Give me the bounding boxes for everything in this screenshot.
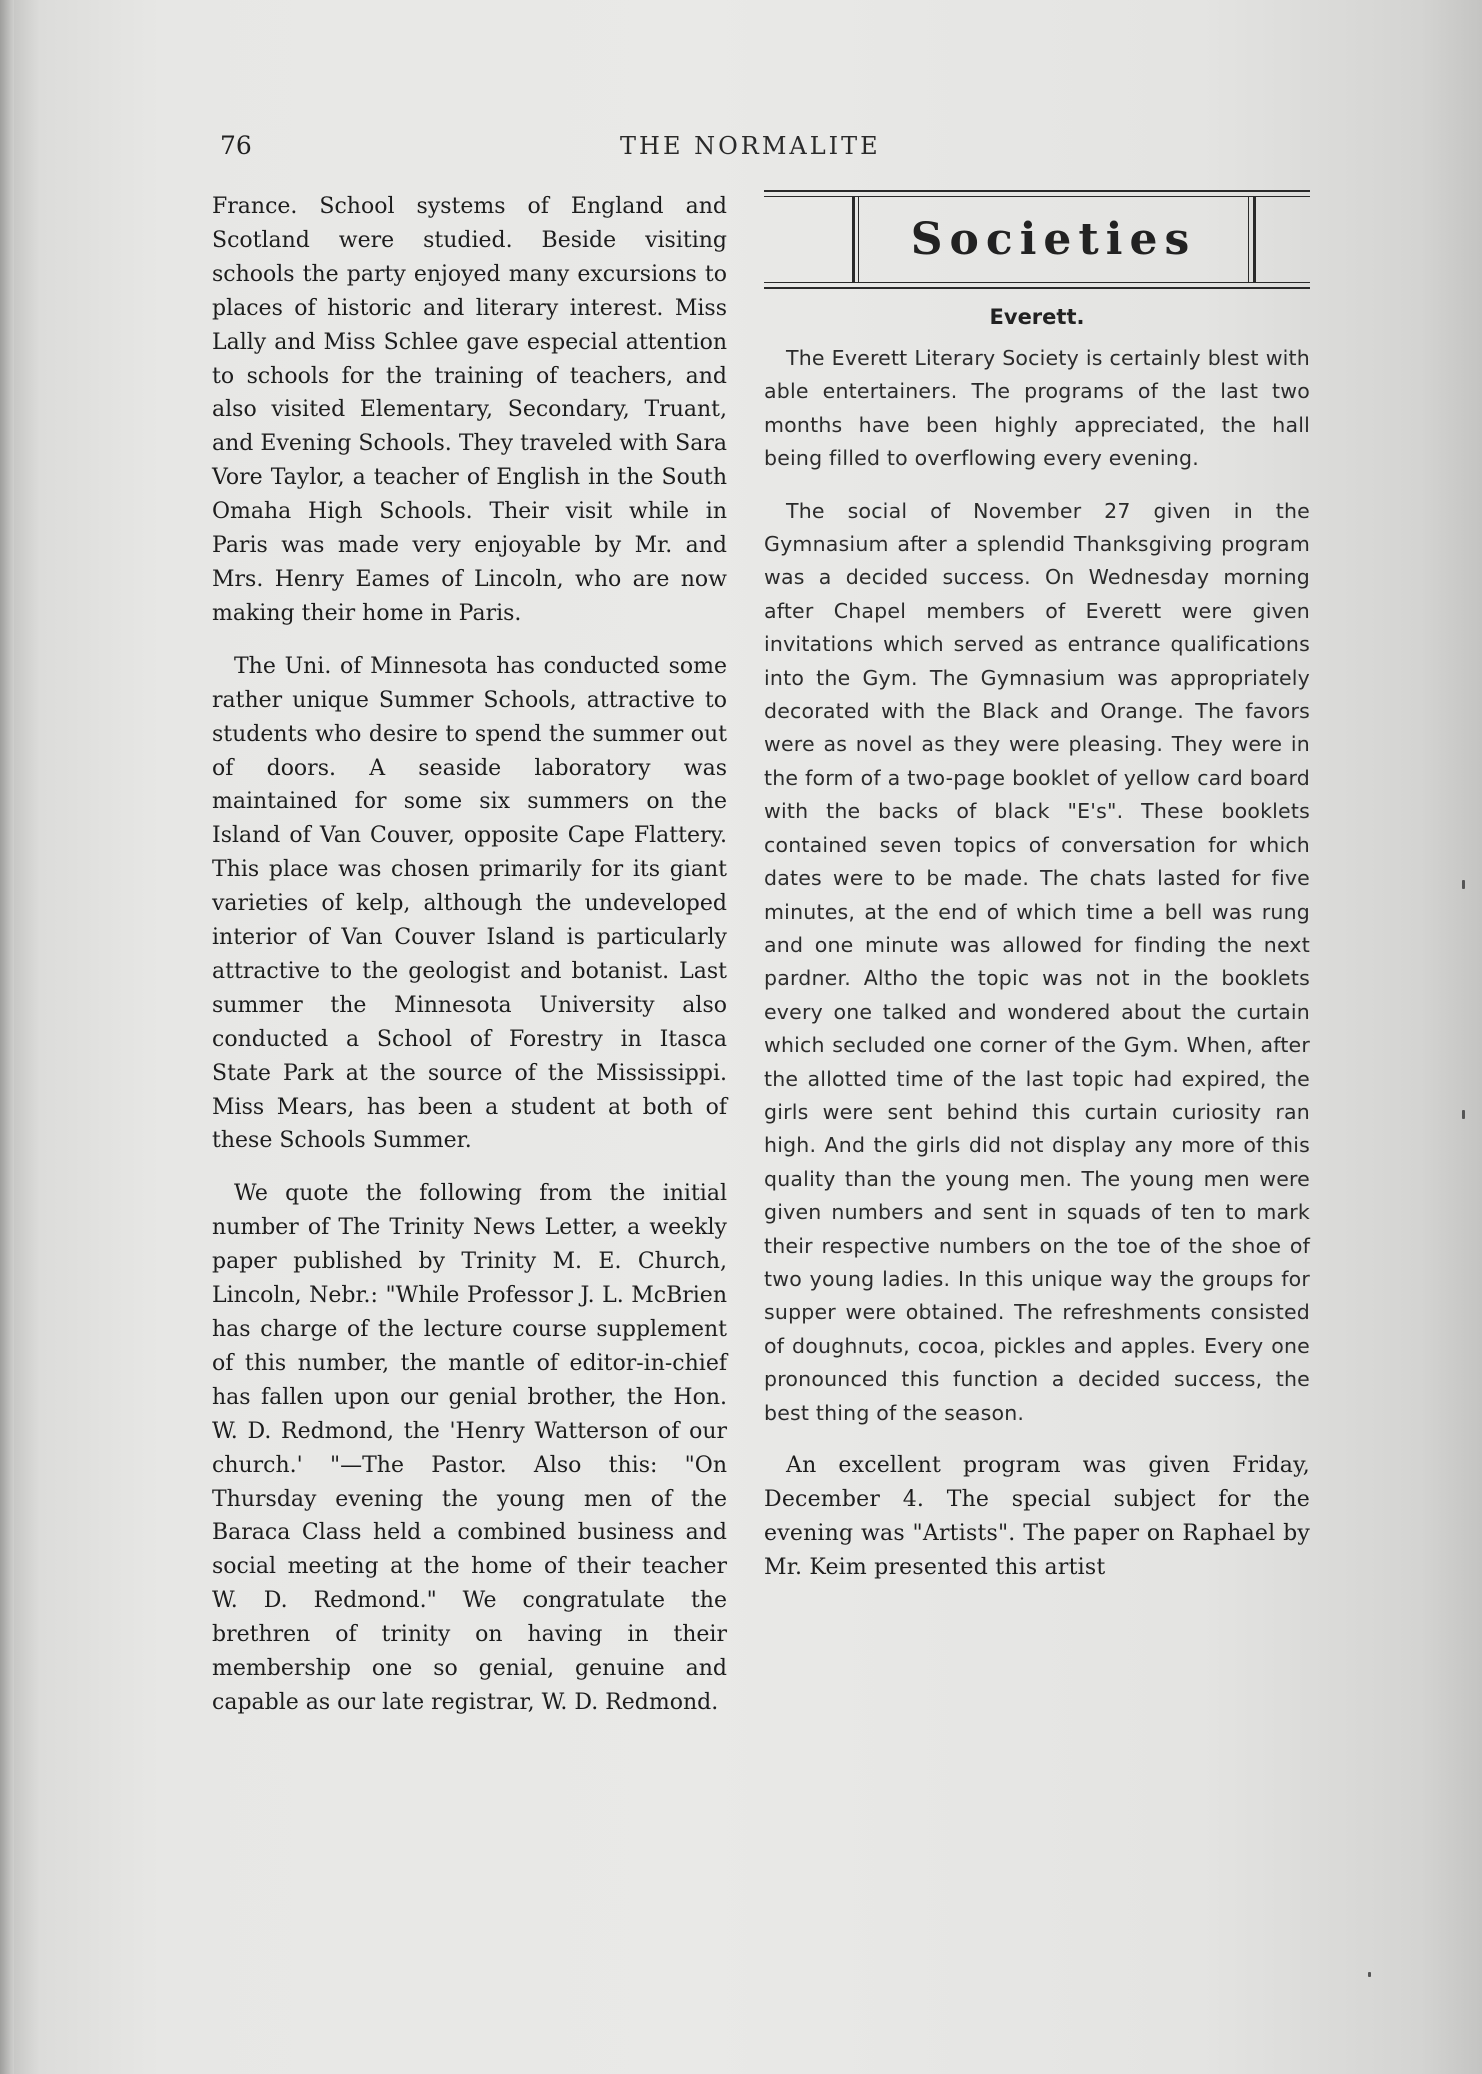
running-title: THE NORMALITE xyxy=(620,132,881,160)
paragraph-trinity-news-letter: We quote the following from the initial number of The Trinity News Letter, a weekly paper published by Trinity M. E. Church, Lincoln, Nebr.: "While Professor J. L. McBrien has charge of the lecture course supplement of this number, the mantle of editor-in-chief has fallen upon our genial brother, the Hon. W. D. Redmond, the 'Henry Watterson of our church.' "—The Pastor. Also this: "On Thursday evening the young men of the Baraca Class held a combined business and social meeting at the home of their teacher W. D. Redmond." We congratulate the brethren of trinity on having in their membership one so genial, genuine and capable as our late registrar, W. D. Redmond. xyxy=(212,1181,727,1715)
page-number: 76 xyxy=(220,131,252,160)
paragraph-minnesota-summer-schools: The Uni. of Minnesota has conducted some rather unique Summer Schools, attractive to students who desire to spend the summer out of doors. A seaside laboratory was maintained for some six summers on the Island of Van Couver, opposite Cape Flattery. This place was chosen primarily for its giant varieties of kelp, although the undeveloped interior of Van Couver Island is particularly attractive to the geologist and botanist. Last summer the Minnesota University also conducted a School of Forestry in Itasca State Park at the source of the Mississippi. Miss Mears, has been a student at both of these Schools Summer. xyxy=(212,653,727,1154)
section-title: Societies xyxy=(910,214,1197,265)
page-header xyxy=(220,126,1300,166)
scan-shadow-edge xyxy=(0,0,14,2074)
scan-speck xyxy=(1368,1972,1371,1977)
subheading-everett: Everett. xyxy=(989,305,1085,329)
banner-rule-bottom-thin xyxy=(764,282,1310,283)
paragraph-november-social: The social of November 27 given in the Gymnasium after a splendid Thanksgiving program was a decided success. On Wednesday morning after Chapel members of Everett were given invitations which served as entrance qualifications into the Gym. The Gymnasium was appropriately decorated with the Black and Orange. The favors were as novel as they were pleasing. They were in the form of a two-page booklet of yellow card board with the backs of black "E's". These booklets contained seven topics of conversation for which dates were to be made. The chats lasted for five minutes, at the end of which time a bell was rung and one minute was allowed for finding the next pardner. Altho the topic was not in the booklets every one talked and wondered about the curtain which secluded one corner of the Gym. When, after the allotted time of the last topic had expired, the girls were sent behind this curtain curiosity ran high. And the girls did not display any more of this quality than the young men. The young men were given numbers and sent in squads of ten to mark their respective numbers on the toe of the shoe of two young ladies. In this unique way the groups for supper were obtained. The refreshments consisted of doughnuts, cocoa, pickles and apples. Every one pronounced this function a decided success, the best thing of the season. xyxy=(764,498,1310,1425)
banner-bar-right xyxy=(1253,197,1256,282)
banner-rule-top xyxy=(764,190,1310,192)
scan-speck xyxy=(1462,880,1465,889)
banner-rule-bottom xyxy=(764,287,1310,289)
left-column xyxy=(212,190,727,1739)
banner-bar-left xyxy=(852,197,855,282)
paragraph-france-schools: France. School systems of England and Scotland were studied. Beside visiting schools the party enjoyed many excursions to places of historic and literary interest. Miss Lally and Miss Schlee gave especial attention to schools for the training of teachers, and also visited Elementary, Secondary, Truant, and Evening Schools. They traveled with Sara Vore Taylor, a teacher of English in the South Omaha High Schools. Their visit while in Paris was made very enjoyable by Mr. and Mrs. Henry Eames of Lincoln, who are now making their home in Paris. xyxy=(212,194,727,626)
paragraph-december-program: An excellent program was given Friday, December 4. The special subject for the evening was "Artists". The paper on Raphael by Mr. Keim presented this artist xyxy=(764,1453,1310,1580)
societies-banner xyxy=(764,190,1310,290)
right-column xyxy=(764,190,1310,1604)
paragraph-everett-literary-society: The Everett Literary Society is certainly blest with able entertainers. The programs of the last two months have been highly appreciated, the hall being filled to overflowing every evening. xyxy=(764,346,1310,471)
banner-bar-right-thin xyxy=(1248,197,1249,282)
scan-speck xyxy=(1462,1110,1465,1119)
